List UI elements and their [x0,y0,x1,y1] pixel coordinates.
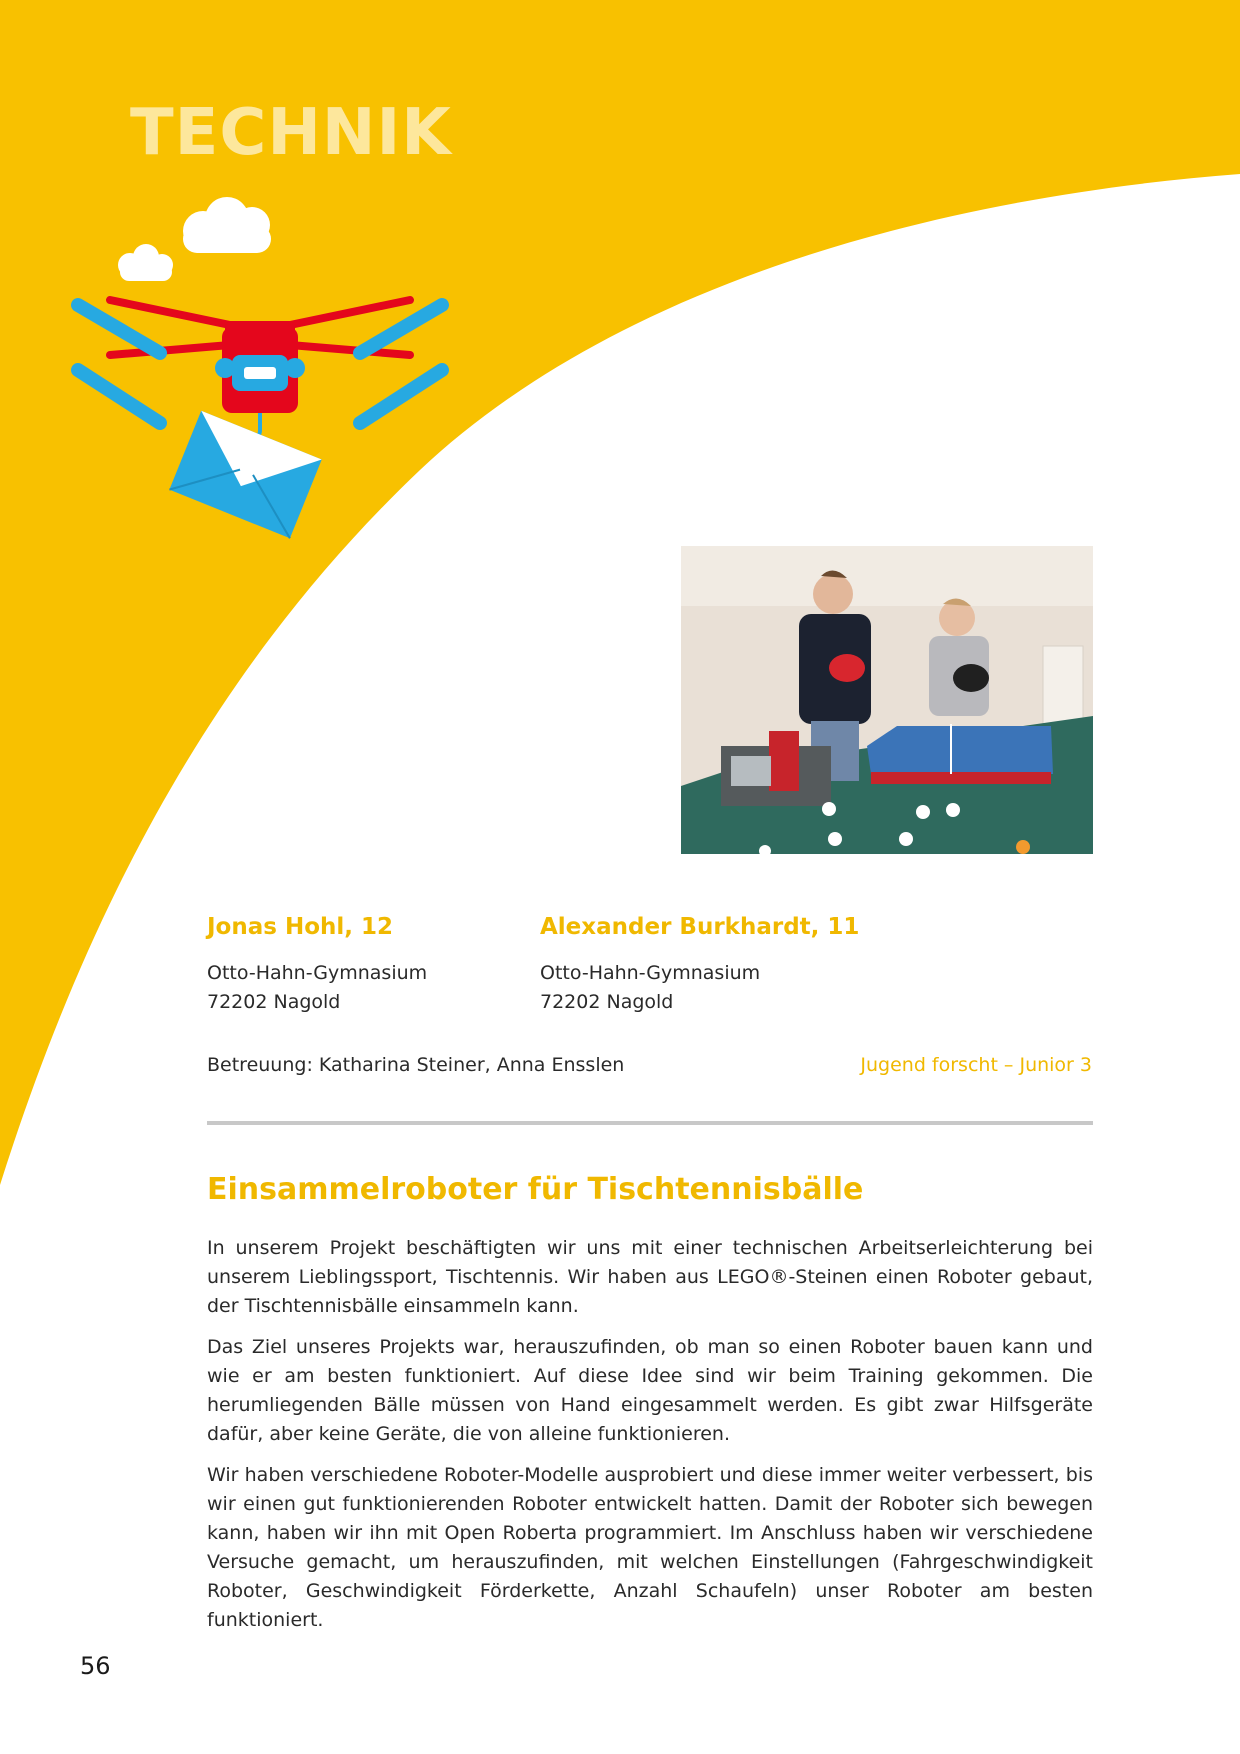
article-paragraph: Das Ziel unseres Projekts war, herauszufinden, ob man so einen Roboter bauen kann und wie er am besten funktioniert. Auf diese Idee sind wir beim Training gekommen. Die herumliegenden Bälle müssen von Hand eingesammelt werden. Es gibt zwar Hilfsgeräte dafür, aber keine Geräte, die von alleine funktionieren. [207,1336,1093,1445]
drone-delivering-letter-icon [70,195,450,545]
author-city: 72202 Nagold [207,991,341,1013]
cloud-icon [118,197,271,281]
article-paragraph: In unserem Projekt beschäftigten wir uns mit einer technischen Arbeitserleichterung bei unserem Lieblingssport, Tischtennis. Wir haben aus LEGO®-Steinen einen Roboter gebaut, der Tischtennisbälle einsammeln kann. [207,1237,1093,1317]
competition-category: Jugend forscht – Junior 3 [860,1054,1092,1076]
supervision-line: Betreuung: Katharina Steiner, Anna Ensslen [207,1054,625,1076]
author-name: Alexander Burkhardt, 11 [540,914,860,940]
article-paragraph: Wir haben verschiedene Roboter-Modelle ausprobiert und diese immer weiter verbessert, bis wir einen gut funktionierenden Roboter entwickelt hatten. Damit der Roboter sich bewegen kann, haben wir ihn mit Open Roberta programmiert. Im Anschluss haben wir verschiedene Versuche gemacht, um herauszufinden, mit welchen Einstellungen (Fahrgeschwindigkeit Roboter, Geschwindigkeit Förderkette, Anzahl Schaufeln) unser Roboter am besten funktioniert. [207,1464,1093,1631]
page-number: 56 [80,1652,111,1680]
author-school: Otto-Hahn-Gymnasium [207,962,428,984]
divider [207,1121,1093,1125]
author-school: Otto-Hahn-Gymnasium [540,962,761,984]
article-title: Einsammelroboter für Tischtennisbälle [207,1172,864,1207]
photo-students-table-tennis-robot [681,546,1093,854]
section-title: TECHNIK [130,96,452,170]
author-name: Jonas Hohl, 12 [207,914,394,940]
author-city: 72202 Nagold [540,991,674,1013]
